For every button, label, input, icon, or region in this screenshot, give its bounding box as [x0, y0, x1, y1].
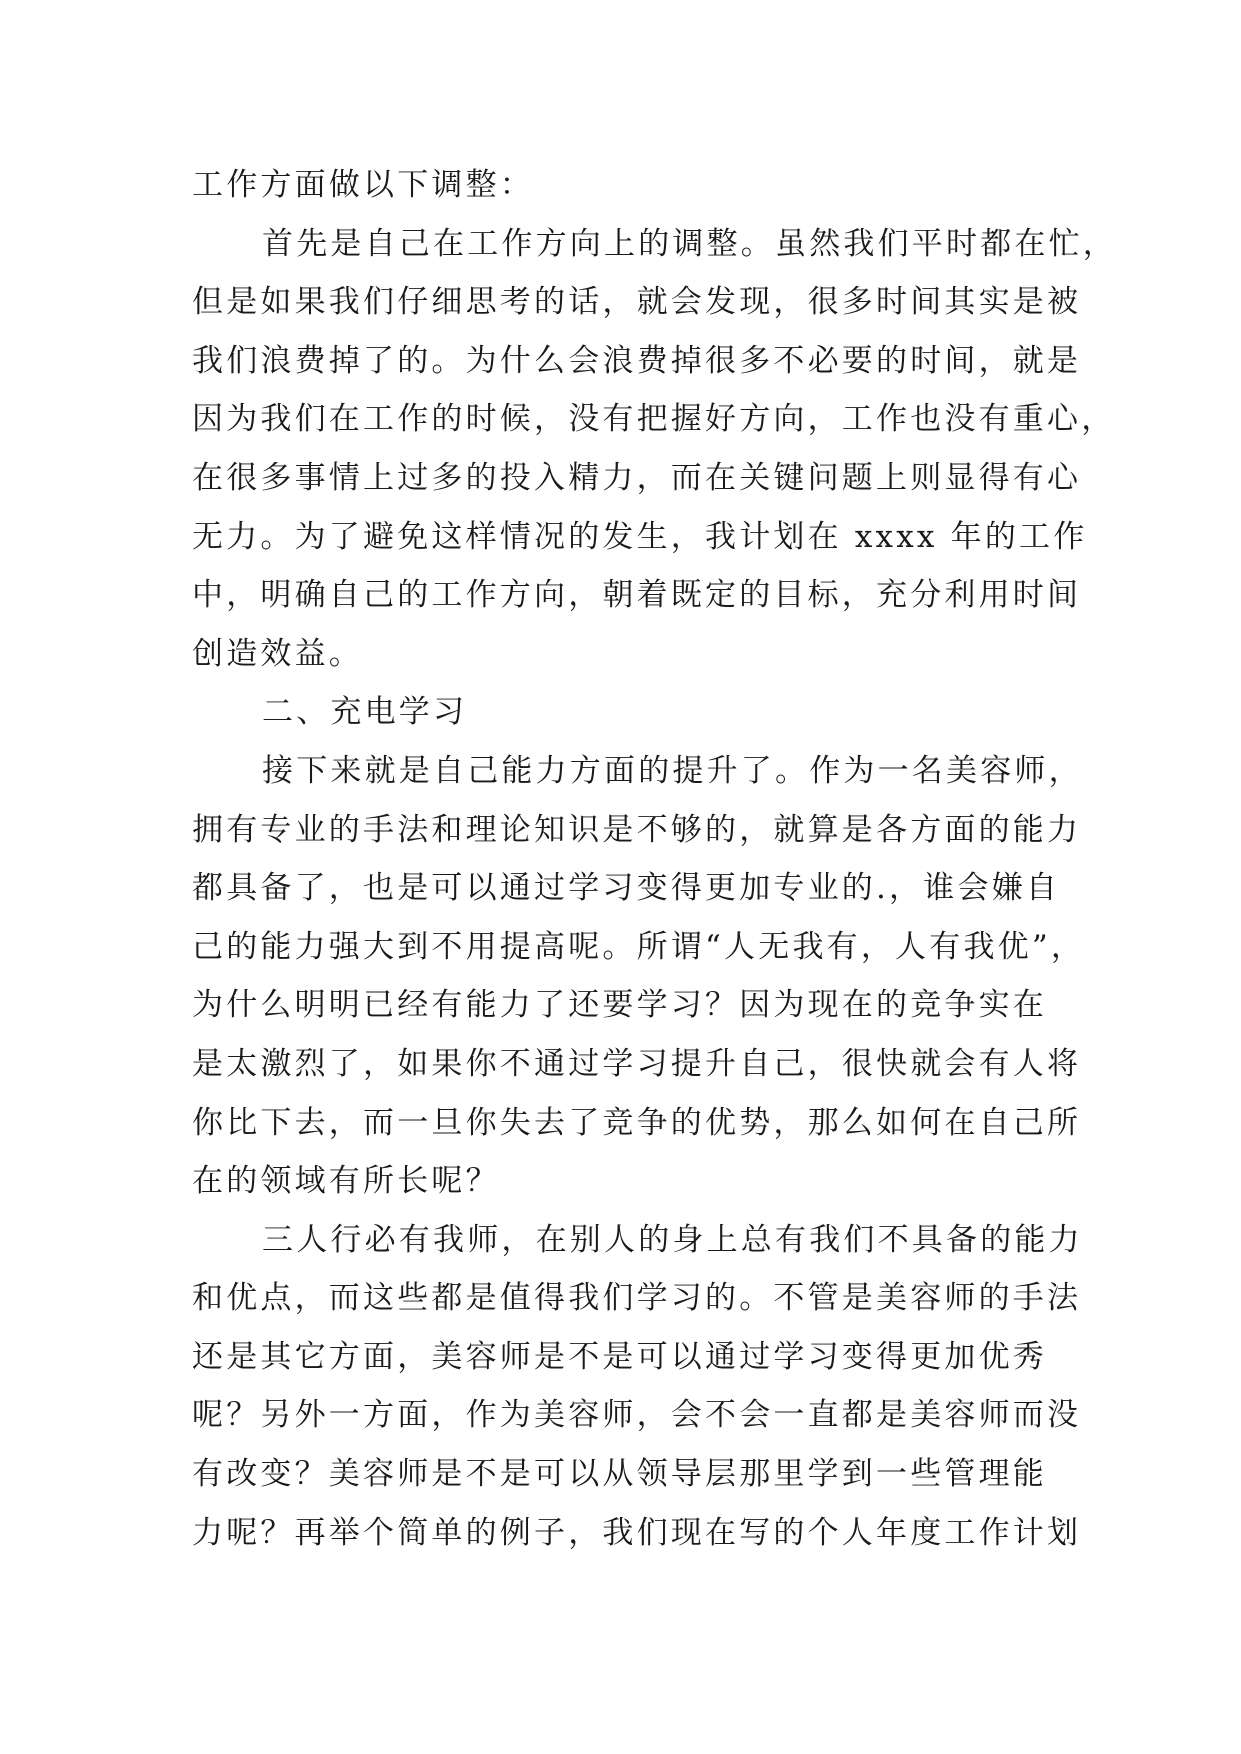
text-line: 己的能力强大到不用提高呢。所谓“人无我有，人有我优”，	[192, 928, 1086, 965]
text-line: 中，明确自己的工作方向，朝着既定的目标，充分利用时间	[192, 577, 1082, 614]
text-line: 为什么明明已经有能力了还要学习？因为现在的竞争实在	[192, 987, 1047, 1024]
text-line: 你比下去，而一旦你失去了竞争的优势，那么如何在自己所	[192, 1104, 1082, 1141]
text-line: 因为我们在工作的时候，没有把握好方向，工作也没有重心，	[192, 401, 1116, 438]
text-line: 和优点，而这些都是值得我们学习的。不管是美容师的手法	[192, 1280, 1082, 1317]
document-body	[192, 156, 1117, 1562]
text-line: 呢？另外一方面，作为美容师，会不会一直都是美容师而没	[192, 1397, 1082, 1434]
text-line: 接下来就是自己能力方面的提升了。作为一名美容师，	[262, 752, 1083, 789]
text-line: 还是其它方面，美容师是不是可以通过学习变得更加优秀	[192, 1338, 1047, 1375]
text-line: 无力。为了避免这样情况的发生，我计划在 xxxx 年的工作	[192, 518, 1088, 555]
text-line: 我们浪费掉了的。为什么会浪费掉很多不必要的时间，就是	[192, 342, 1082, 379]
text-line: 但是如果我们仔细思考的话，就会发现，很多时间其实是被	[192, 284, 1082, 321]
text-line: 力呢？再举个简单的例子，我们现在写的个人年度工作计划	[192, 1514, 1082, 1551]
text-line: 首先是自己在工作方向上的调整。虽然我们平时都在忙，	[262, 225, 1117, 262]
text-line: 都具备了，也是可以通过学习变得更加专业的.，谁会嫌自	[192, 870, 1061, 907]
text-line: 在的领域有所长呢？	[192, 1163, 500, 1200]
text-line: 三人行必有我师，在别人的身上总有我们不具备的能力	[262, 1221, 1083, 1258]
text-line: 二、充电学习	[262, 694, 468, 731]
text-line: 在很多事情上过多的投入精力，而在关键问题上则显得有心	[192, 459, 1082, 496]
text-line: 工作方面做以下调整：	[192, 167, 534, 203]
text-line: 拥有专业的手法和理论知识是不够的，就算是各方面的能力	[192, 811, 1082, 848]
text-line: 是太激烈了，如果你不通过学习提升自己，很快就会有人将	[192, 1045, 1082, 1082]
text-line: 创造效益。	[192, 635, 363, 672]
text-line: 有改变？美容师是不是可以从领导层那里学到一些管理能	[192, 1456, 1047, 1493]
